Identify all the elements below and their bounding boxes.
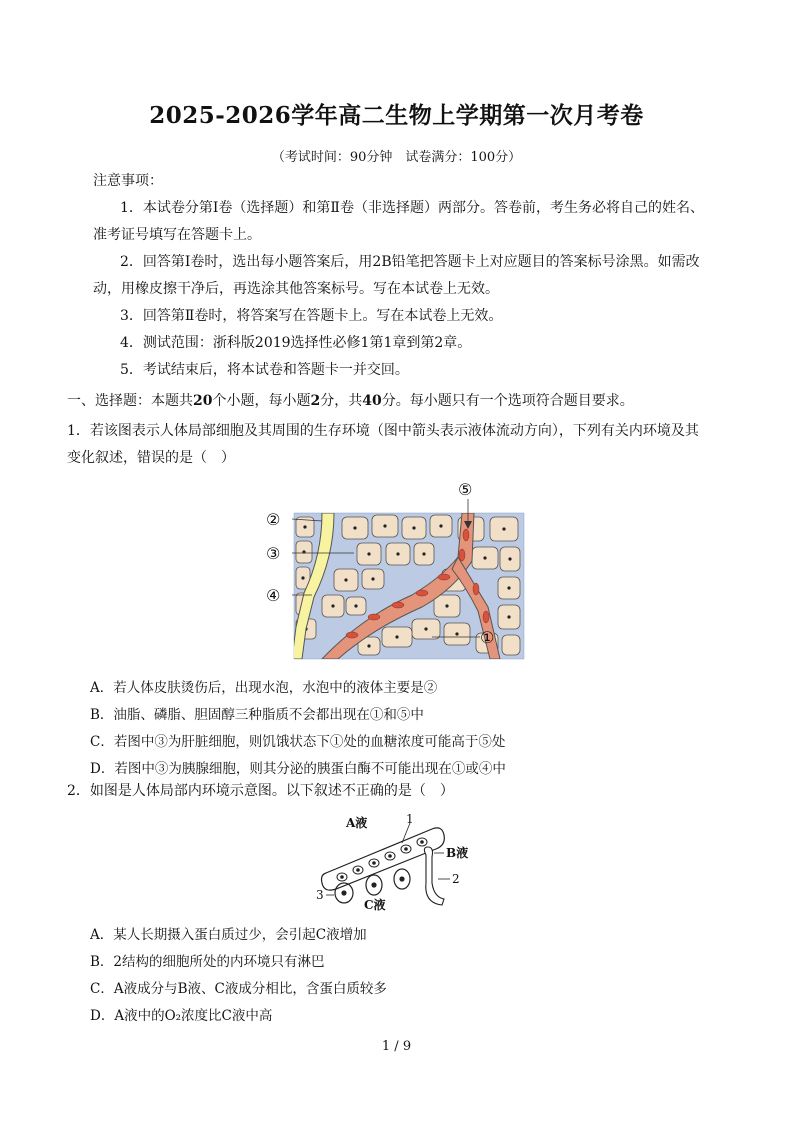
notice-item: 动，用橡皮擦干净后，再选涂其他答案标号。写在本试卷上无效。: [93, 281, 499, 297]
label-1: ①: [480, 628, 495, 647]
label-4: ④: [266, 586, 281, 605]
exam-subtitle: （考试时间：90分钟 试卷满分：100分）: [271, 150, 522, 165]
question-1-stem: 变化叙述，错误的是（ ）: [67, 450, 235, 466]
page-number: 1 / 9: [381, 1039, 412, 1054]
notice-item: 1．本试卷分第Ⅰ卷（选择题）和第Ⅱ卷（非选择题）两部分。答卷前，考生务必将自己的姓名、: [120, 200, 704, 216]
label-1: 1: [406, 813, 414, 826]
notice-heading: 注意事项：: [93, 173, 163, 189]
q2-option-c: C．A液成分与B液、C液成分相比，含蛋白质较多: [90, 981, 387, 997]
q1-option-b: B．油脂、磷脂、胆固醇三种脂质不会都出现在①和⑤中: [90, 707, 424, 723]
notice-item: 准考证号填写在答题卡上。: [93, 227, 261, 243]
q2-option-a: A．某人长期摄入蛋白质过少，会引起C液增加: [90, 927, 367, 943]
tissue-environment-diagram: [262, 477, 528, 663]
notice-item: 5．考试结束后，将本试卷和答题卡一并交回。: [120, 362, 409, 378]
label-3: ③: [266, 544, 281, 563]
label-b-fluid: B液: [446, 846, 469, 860]
notice-item: 3．回答第Ⅱ卷时，将答案写在答题卡上。写在本试卷上无效。: [120, 308, 503, 324]
internal-environment-diagram: [314, 813, 484, 913]
label-c-fluid: C液: [364, 898, 386, 912]
notice-item: 4．测试范围：浙科版2019选择性必修1第1章到第2章。: [120, 335, 472, 351]
question-2-stem: 2．如图是人体局部内环境示意图。以下叙述不正确的是（ ）: [67, 783, 454, 799]
section-heading: 一、选择题：本题共20个小题，每小题2分，共40分。每小题只有一个选项符合题目要求。: [67, 393, 634, 409]
label-5: ⑤: [458, 480, 473, 499]
q1-option-d: D．若图中③为胰腺细胞，则其分泌的胰蛋白酶不可能出现在①或④中: [90, 761, 506, 777]
label-2: 2: [452, 872, 460, 886]
notice-item: 2．回答第Ⅰ卷时，选出每小题答案后，用2B铅笔把答题卡上对应题目的答案标号涂黑。如需改: [120, 254, 700, 270]
q1-option-c: C．若图中③为肝脏细胞，则饥饿状态下①处的血糖浓度可能高于⑤处: [90, 734, 506, 750]
q2-option-b: B．2结构的细胞所处的内环境只有淋巴: [90, 954, 325, 970]
label-3: 3: [316, 888, 324, 902]
label-2: ②: [266, 510, 281, 529]
lymph-capillary: [424, 847, 444, 905]
q1-option-a: A．若人体皮肤烫伤后，出现水泡，水泡中的液体主要是②: [90, 680, 438, 696]
question-1-stem: 1．若该图表示人体局部细胞及其周围的生存环境（图中箭头表示液体流动方向），下列有关内环境及其: [67, 423, 699, 439]
q2-option-d: D．A液中的O₂浓度比C液中高: [90, 1008, 273, 1024]
label-a-fluid: A液: [346, 816, 368, 830]
exam-title: 2025-2026学年高二生物上学期第一次月考卷: [149, 102, 644, 129]
